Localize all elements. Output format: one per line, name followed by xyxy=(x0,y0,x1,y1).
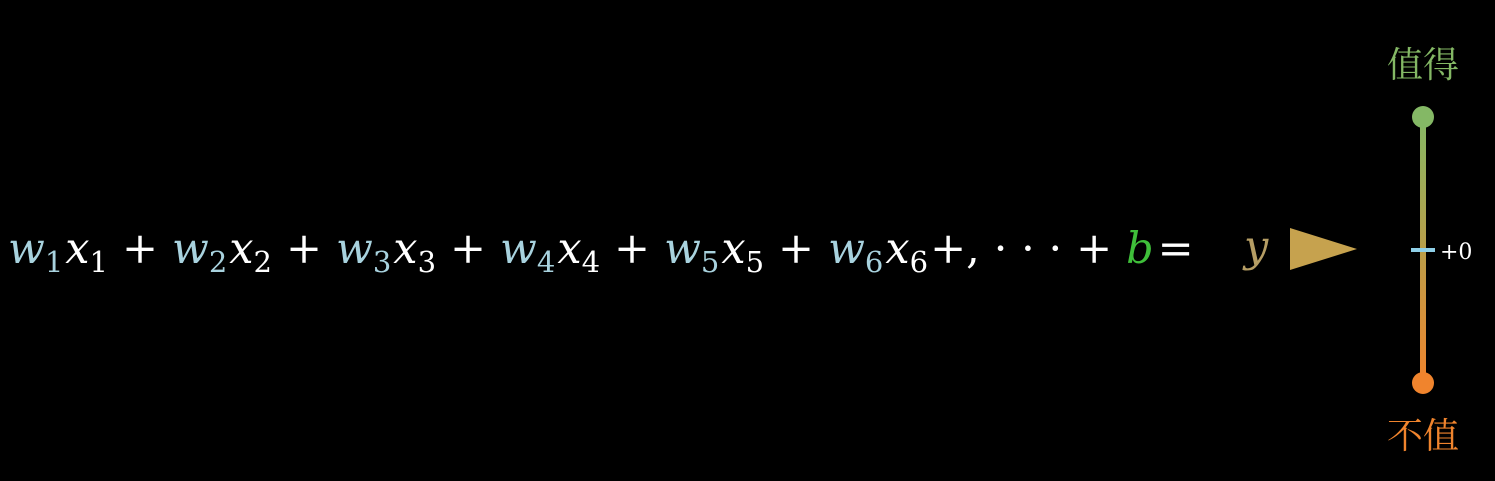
input-subscript-2: 2 xyxy=(253,245,272,279)
weight-subscript-2: 2 xyxy=(208,245,228,279)
input-symbol-6: x xyxy=(885,224,910,274)
weight-symbol-2: w xyxy=(172,224,209,274)
scale-top-dot xyxy=(1412,106,1434,128)
plus-sign-1: + xyxy=(121,224,159,274)
input-symbol-3: x xyxy=(393,224,418,274)
input-symbol-1: x xyxy=(65,224,90,274)
plus-sign-5: + xyxy=(778,224,815,274)
scale-top-label: 值得 xyxy=(1386,45,1460,86)
input-subscript-1: 1 xyxy=(89,245,108,279)
plus-sign-3: + xyxy=(450,224,487,274)
weight-symbol-5: w xyxy=(664,224,701,274)
ellipsis: · · · xyxy=(993,224,1063,274)
input-subscript-3: 3 xyxy=(417,245,437,279)
weight-subscript-5: 5 xyxy=(700,245,720,279)
scale-zero-label: +0 xyxy=(1440,240,1473,265)
weight-symbol-3: w xyxy=(336,224,373,274)
weight-subscript-6: 6 xyxy=(864,245,884,279)
input-symbol-5: x xyxy=(721,224,746,274)
input-subscript-5: 5 xyxy=(745,245,765,279)
weight-subscript-3: 3 xyxy=(372,245,392,279)
input-symbol-4: x xyxy=(557,224,582,274)
plus-sign-7: + xyxy=(1076,224,1113,274)
plus-sign-4: + xyxy=(614,224,651,274)
scale-bottom-dot xyxy=(1412,372,1434,394)
weight-symbol-6: w xyxy=(828,224,865,274)
weight-symbol-4: w xyxy=(500,224,537,274)
input-subscript-6: 6 xyxy=(909,245,929,279)
weight-symbol-1: w xyxy=(8,224,45,274)
input-subscript-4: 4 xyxy=(581,245,601,279)
plus-sign-2: + xyxy=(286,224,323,274)
bias-symbol: b xyxy=(1126,224,1154,274)
weight-subscript-4: 4 xyxy=(536,245,556,279)
weight-subscript-1: 1 xyxy=(44,245,64,279)
comma: , xyxy=(966,224,980,274)
output-symbol: y xyxy=(1244,222,1269,272)
scale-bottom-label: 不值 xyxy=(1386,416,1460,457)
equals-sign: = xyxy=(1157,224,1194,274)
input-symbol-2: x xyxy=(229,224,254,274)
plus-sign-6: + xyxy=(930,224,967,274)
